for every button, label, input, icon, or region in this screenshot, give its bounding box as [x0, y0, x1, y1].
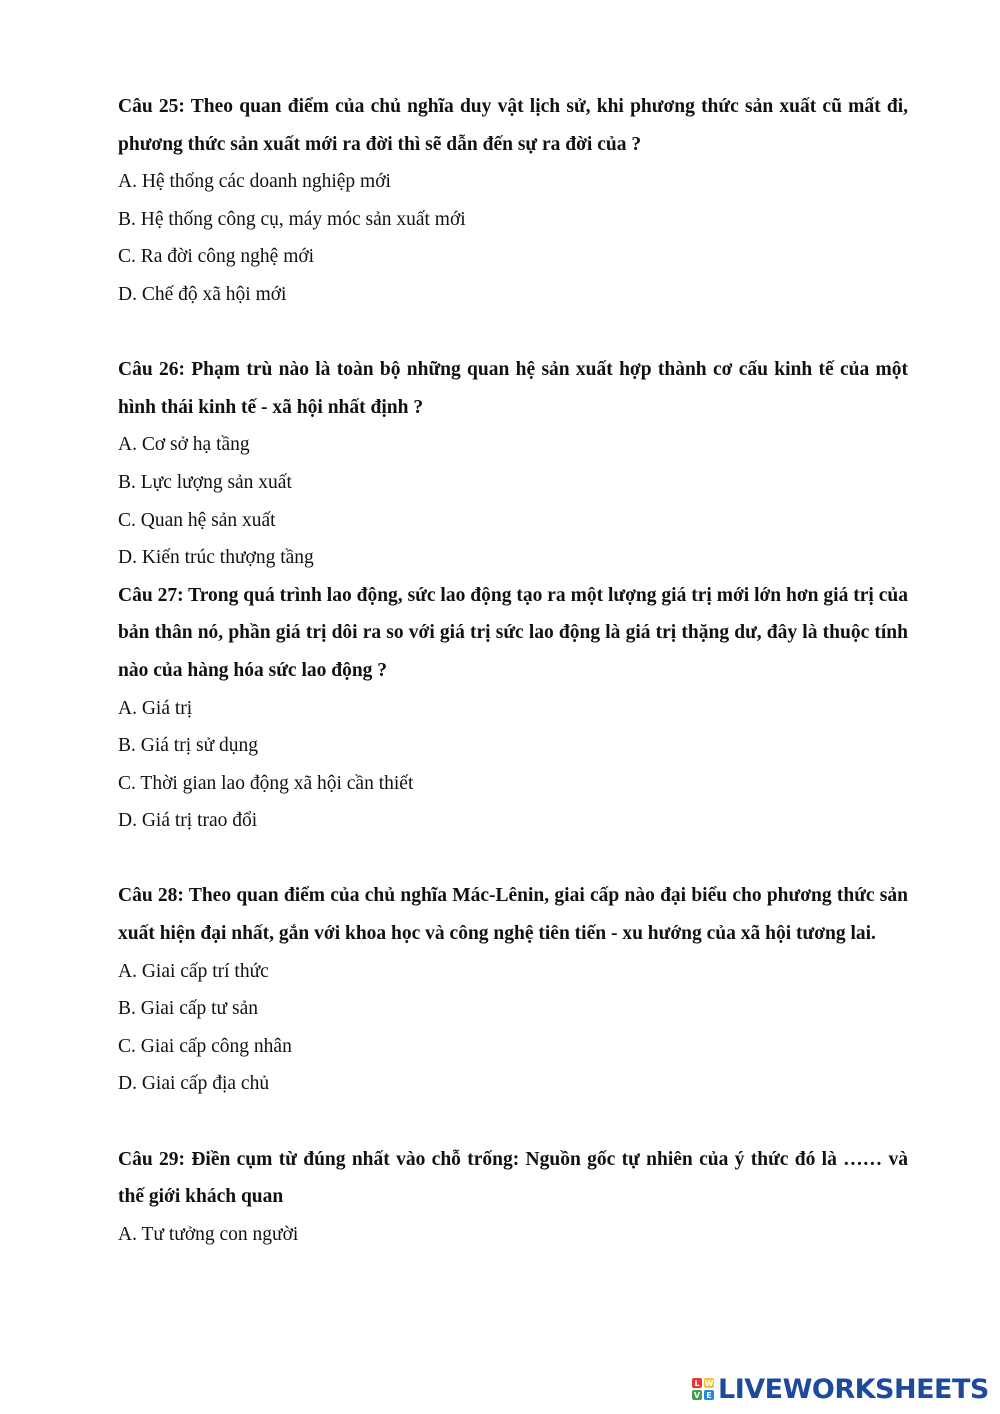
question-block [118, 1141, 908, 1254]
question-block [118, 351, 908, 577]
answer-option[interactable]: B. Hệ thống công cụ, máy móc sản xuất mới [118, 208, 466, 230]
logo-text: LIVEWORKSHEETS [718, 1373, 989, 1405]
logo-grid-icon [692, 1378, 714, 1400]
question-text: Câu 28: Theo quan điểm của chủ nghĩa Mác-Lênin, giai cấp nào đại biểu cho phương thức sản xuất hiện đại nhất, gắn với khoa học và công nghệ tiên tiến - xu hướng của xã hội tương lai. [118, 885, 908, 945]
answer-option[interactable]: A. Hệ thống các doanh nghiệp mới [118, 171, 391, 193]
answer-option[interactable]: C. Ra đời công nghệ mới [118, 246, 315, 268]
answer-option[interactable]: B. Giá trị sử dụng [118, 735, 259, 757]
answer-option[interactable]: D. Giá trị trao đổi [118, 810, 258, 832]
spacer [118, 840, 908, 878]
logo-cell: W [704, 1378, 714, 1388]
question-block [118, 877, 908, 1103]
logo-cell: V [693, 1390, 701, 1400]
question-text: Câu 25: Theo quan điểm của chủ nghĩa duy vật lịch sử, khi phương thức sản xuất cũ mất đi, phương thức sản xuất mới ra đời thì sẽ dẫn đến sự ra đời của ? [118, 96, 908, 155]
logo-cell: L [692, 1378, 702, 1388]
answer-option[interactable]: A. Giá trị [118, 697, 193, 719]
liveworksheets-logo [692, 1372, 989, 1406]
question-text: Câu 27: Trong quá trình lao động, sức lao động tạo ra một lượng giá trị mới lớn hơn giá trị của bản thân nó, phần giá trị dôi ra so với giá trị sức lao động là giá trị thặng dư, đây là thuộc tính nào của hàng hóa sức lao động ? [118, 584, 908, 681]
question-text: Câu 29: Điền cụm từ đúng nhất vào chỗ trống: Nguồn gốc tự nhiên của ý thức đó là …… và thế giới khách quan [118, 1148, 908, 1208]
question-text: Câu 26: Phạm trù nào là toàn bộ những quan hệ sản xuất hợp thành cơ cấu kinh tế của một hình thái kinh tế - xã hội nhất định ? [118, 359, 908, 418]
worksheet-page [118, 88, 908, 1253]
answer-option[interactable]: A. Giai cấp trí thức [118, 960, 269, 982]
answer-option[interactable]: D. Kiến trúc thượng tầng [118, 547, 314, 569]
spacer [118, 1103, 908, 1141]
answer-option[interactable]: D. Chế độ xã hội mới [118, 283, 287, 305]
answer-option[interactable]: B. Lực lượng sản xuất [118, 471, 292, 493]
question-block [118, 88, 908, 314]
answer-option[interactable]: A. Tư tưởng con người [118, 1223, 299, 1245]
answer-option[interactable]: C. Quan hệ sản xuất [118, 509, 276, 531]
answer-option[interactable]: C. Giai cấp công nhân [118, 1035, 292, 1057]
logo-cell: E [704, 1390, 714, 1400]
answer-option[interactable]: A. Cơ sở hạ tầng [118, 434, 250, 456]
answer-option[interactable]: C. Thời gian lao động xã hội cần thiết [118, 772, 414, 794]
spacer [118, 314, 908, 352]
answer-option[interactable]: B. Giai cấp tư sản [118, 998, 258, 1020]
question-block [118, 577, 908, 840]
answer-option[interactable]: D. Giai cấp địa chủ [118, 1073, 270, 1095]
